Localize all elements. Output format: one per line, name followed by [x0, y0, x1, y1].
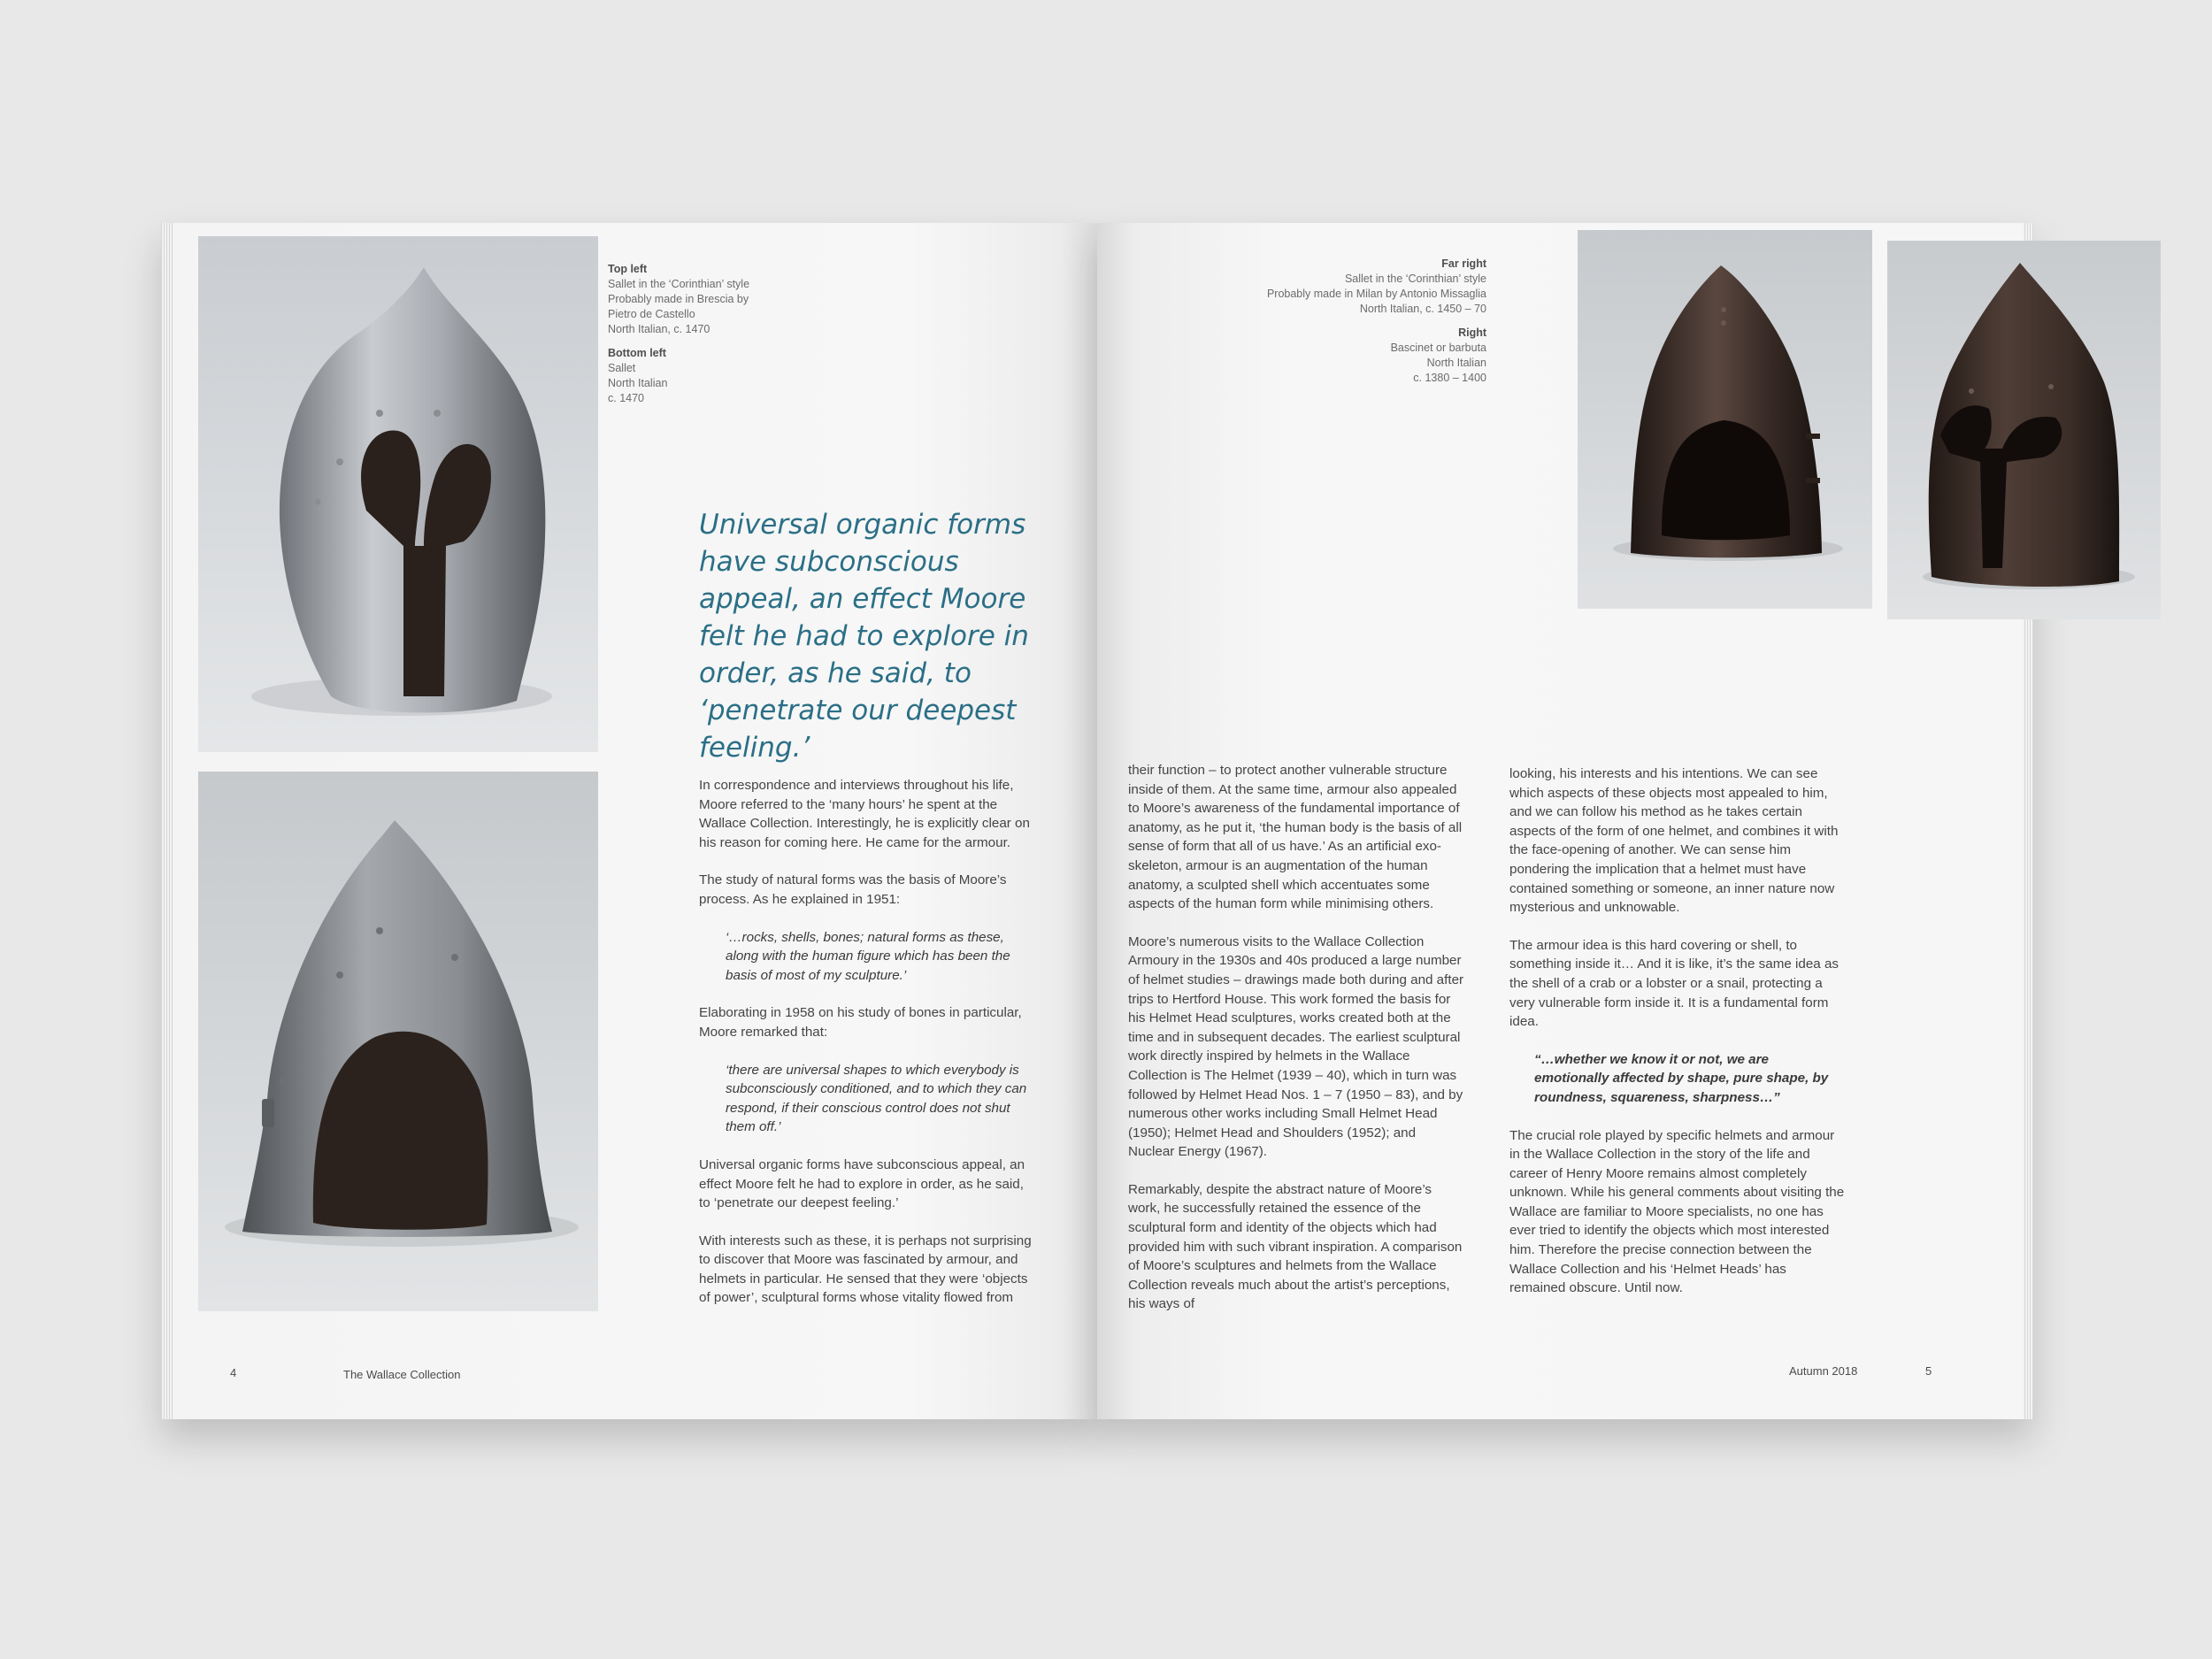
paragraph: Remarkably, despite the abstract nature of Moore’s work, he successfully retained the essence of the sculptural form and identity of the objects which had provided him with such vibrant inspiration. A comparison of Moore’s sculptures and helmets from the Wallace Collection reveals much about the artist’s perceptions, his ways of	[1128, 1181, 1463, 1312]
issue-date: Autumn 2018	[1789, 1364, 1858, 1378]
caption-line: North Italian	[608, 377, 668, 389]
caption-bottom-left	[608, 346, 838, 406]
paragraph: Elaborating in 1958 on his study of bones in particular, Moore remarked that:	[699, 1005, 1022, 1040]
caption-line: Sallet in the ‘Corinthian’ style	[1344, 273, 1486, 285]
caption-line: c. 1380 – 1400	[1413, 372, 1486, 384]
left-body-column	[699, 776, 1035, 1326]
caption-title: Far right	[1441, 257, 1486, 270]
caption-line: Pietro de Castello	[608, 308, 695, 320]
caption-line: Probably made in Milan by Antonio Missaglia	[1266, 288, 1486, 300]
caption-line: Sallet in the ‘Corinthian’ style	[608, 278, 750, 290]
right-page	[1097, 223, 2033, 1419]
paragraph: The armour idea is this hard covering or shell, to something inside it… And it is like, it’s the same idea as the shell of a crab or a lobster or a snail, protecting a very vulnerable form inside it. It is a fundamental form idea.	[1509, 937, 1839, 1030]
left-page	[161, 223, 1097, 1419]
caption-title: Bottom left	[608, 347, 666, 359]
paragraph: looking, his interests and his intentions. We can see which aspects of these objects most appealed to him, and we can follow his method as he takes certain aspects of the form of one helmet, and combines it with the face-opening of another. We can sense him pondering the implication that a helmet must have contained something or someone, an inner nature now mysterious and unknowable.	[1509, 766, 1839, 916]
bascinet-dark-photo	[1578, 230, 1872, 609]
pull-quote: Universal organic forms have subconscious appeal, an effect Moore felt he had to explore in order, as he said, to ‘penetrate our deepest feeling.’	[699, 509, 1029, 764]
caption-line: North Italian, c. 1450 – 70	[1359, 303, 1486, 315]
right-captions	[1177, 257, 1486, 395]
right-body-column-2	[1509, 764, 1846, 1317]
quote: ‘…rocks, shells, bones; natural forms as these, along with the human figure which has been the basis of most of my sculpture.’	[726, 929, 1010, 983]
caption-line: North Italian	[1426, 357, 1486, 369]
page-number-right: 5	[1925, 1364, 1932, 1378]
caption-line: Probably made in Brescia by	[608, 293, 749, 305]
paragraph: Universal organic forms have subconscious appeal, an effect Moore felt he had to explore in order, as he said, to ‘penetrate our deepest feeling.’	[699, 1156, 1025, 1211]
corinthian-sallet-dark-photo	[1887, 241, 2161, 619]
left-captions	[608, 262, 838, 415]
paragraph: The study of natural forms was the basis of Moore’s process. As he explained in 1951:	[699, 872, 1007, 907]
caption-title: Right	[1458, 326, 1486, 339]
paragraph: With interests such as these, it is perhaps not surprising to discover that Moore was fascinated by armour, and helmets in particular. He sensed that they were ‘objects of power’, sculptural forms whose vitality flowed from	[699, 1233, 1032, 1306]
paragraph: Moore’s numerous visits to the Wallace Collection Armoury in the 1930s and 40s produced a large number of helmet studies – drawings made both during and after trips to Hertford House. This work formed the basis for his Helmet Head sculptures, works created both at the time and in subsequent decades. The earliest sculptural work directly inspired by helmets in the Wallace Collection is The Helmet (1939 – 40), which in turn was followed by Helmet Head Nos. 1 – 7 (1950 – 83), and by numerous other works including Small Helmet Head (1950); Helmet Head and Shoulders (1952); and Nuclear Energy (1967).	[1128, 933, 1464, 1160]
quote: “…whether we know it or not, we are emotionally affected by shape, pure shape, by roundness, squareness, sharpness…”	[1534, 1051, 1829, 1105]
magazine-spread	[161, 223, 2033, 1419]
corinthian-sallet-silver-photo	[198, 236, 598, 752]
sallet-silver-photo	[198, 772, 598, 1311]
caption-far-right	[1177, 257, 1486, 317]
right-body-column-1	[1128, 761, 1464, 1333]
publication-name: The Wallace Collection	[343, 1368, 461, 1381]
caption-line: c. 1470	[608, 392, 645, 404]
paragraph: The crucial role played by specific helmets and armour in the Wallace Collection in the story of the life and career of Henry Moore remains almost completely unknown. While his general comments about visiting the Wallace are familiar to Moore specialists, no one has ever tried to identify the objects which most interested him. Therefore the precise connection between the Wallace Collection and his ‘Helmet Heads’ has remained obscure. Until now.	[1509, 1127, 1845, 1296]
caption-line: Bascinet or barbuta	[1390, 342, 1486, 354]
paragraph: their function – to protect another vulnerable structure inside of them. At the same time, armour also appealed to Moore’s awareness of the fundamental importance of anatomy, as he put it, ‘the human body is the basis of all sense of form that all of us have.’ As an artificial exo-skeleton, armour is an augmentation of the human anatomy, a sculpted shell which accentuates some aspects of the human form while minimising others.	[1128, 763, 1463, 912]
caption-line: North Italian, c. 1470	[608, 323, 710, 335]
caption-right	[1177, 326, 1486, 386]
paragraph: In correspondence and interviews throughout his life, Moore referred to the ‘many hours’ he spent at the Wallace Collection. Interestingly, he is explicitly clear on his reason for coming here. He came for the armour.	[699, 778, 1030, 850]
quote: ‘there are universal shapes to which everybody is subconsciously conditioned, and to which they can respond, if their conscious control does not shut them off.’	[726, 1062, 1027, 1135]
caption-top-left	[608, 262, 838, 337]
caption-title: Top left	[608, 263, 648, 275]
page-edge-left	[161, 223, 173, 1419]
page-number-left: 4	[230, 1366, 237, 1379]
caption-line: Sallet	[608, 362, 636, 374]
